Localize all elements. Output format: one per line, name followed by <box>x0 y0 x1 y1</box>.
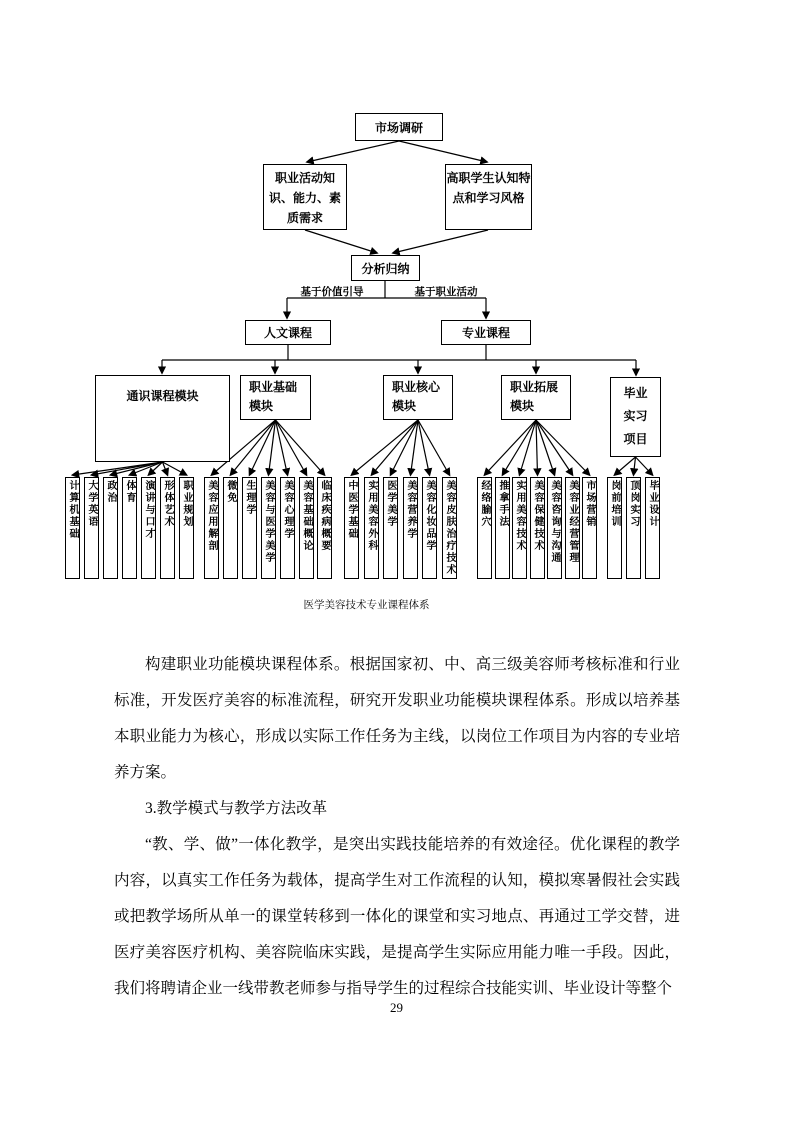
node-occupation-requirements: 职业活动知识、能力、素质需求 <box>263 164 347 230</box>
course-box: 实用美容技术 <box>512 477 527 579</box>
course-box: 计算机基础 <box>65 477 80 579</box>
course-box: 美容保健技术 <box>530 477 545 579</box>
paragraph-integrated-teaching: “教、学、做”一体化教学，是突出实践技能培养的有效途径。优化课程的教学内容，以真实工作任务为载体，提高学生对工作流程的认知，模拟寒暑假社会实践或把教学场所从单一的课堂转移到一体化的课堂和实习地点、再通过工学交替，进医疗美容医疗机构、美容院临床实践，是提高学生实际应用能力唯一手段。因此，我们将聘请企业一线带教老师参与指导学生的过程综合技能实训、毕业设计等整个 <box>114 836 680 997</box>
page-number: 29 <box>390 1000 403 1015</box>
course-box: 体育 <box>122 477 137 579</box>
course-box: 美容皮肤治疗技术 <box>442 477 457 579</box>
course-box: 实用美容外科 <box>364 477 379 579</box>
label-vocational-activity: 基于职业活动 <box>414 287 478 298</box>
course-box: 临床疾病概要 <box>317 477 332 579</box>
course-box: 形体艺术 <box>160 477 175 579</box>
course-box: 经络腧穴 <box>477 477 492 579</box>
course-box: 市场营销 <box>582 477 597 579</box>
course-box: 美容应用解剖 <box>204 477 219 579</box>
label-value-guidance: 基于价值引导 <box>300 287 364 298</box>
course-box: 美容与医学美学 <box>261 477 276 579</box>
course-box: 美容营养学 <box>403 477 418 579</box>
course-box: 美容业经营管理 <box>565 477 580 579</box>
module-vocational-basic: 职业基础模块 <box>240 375 311 420</box>
module-vocational-core: 职业核心模块 <box>383 375 453 420</box>
course-box: 职业规划 <box>179 477 194 579</box>
module-graduation-internship: 毕业实习项目 <box>610 377 661 457</box>
paragraph-heading-teaching-reform: 3.教学模式与教学方法改革 <box>145 800 328 817</box>
body-text <box>114 647 680 1007</box>
node-humanities-courses: 人文课程 <box>245 320 331 345</box>
course-box: 演讲与口才 <box>141 477 156 579</box>
course-box: 美容化妆品学 <box>422 477 437 579</box>
course-box: 顶岗实习 <box>626 477 641 579</box>
course-box: 生理学 <box>242 477 257 579</box>
course-box: 美容心理学 <box>280 477 295 579</box>
node-market-research: 市场调研 <box>355 113 443 141</box>
course-box: 政治 <box>103 477 118 579</box>
course-box: 微免 <box>223 477 238 579</box>
course-box: 岗前培训 <box>607 477 622 579</box>
module-general-courses: 通识课程模块 <box>95 375 230 462</box>
node-professional-courses: 专业课程 <box>441 320 531 345</box>
course-box: 医学美学 <box>383 477 398 579</box>
course-box: 大学英语 <box>84 477 99 579</box>
course-box: 美容基础概论 <box>299 477 314 579</box>
course-box: 中医学基础 <box>344 477 359 579</box>
paragraph-build-module-system: 构建职业功能模块课程体系。根据国家初、中、高三级美容师考核标准和行业标准，开发医疗美容的标准流程，研究开发职业功能模块课程体系。形成以培养基本职业能力为核心，形成以实际工作任务为主线，以岗位工作项目为内容的专业培养方案。 <box>114 656 680 781</box>
node-student-traits: 高职学生认知特点和学习风格 <box>445 164 532 230</box>
node-analysis-induction: 分析归纳 <box>351 255 420 281</box>
course-box: 美容咨询与沟通 <box>547 477 562 579</box>
figure-caption: 医学美容技术专业课程体系 <box>303 600 430 611</box>
course-box: 毕业设计 <box>645 477 660 579</box>
course-box: 推拿手法 <box>495 477 510 579</box>
module-vocational-extension: 职业拓展模块 <box>501 375 571 420</box>
